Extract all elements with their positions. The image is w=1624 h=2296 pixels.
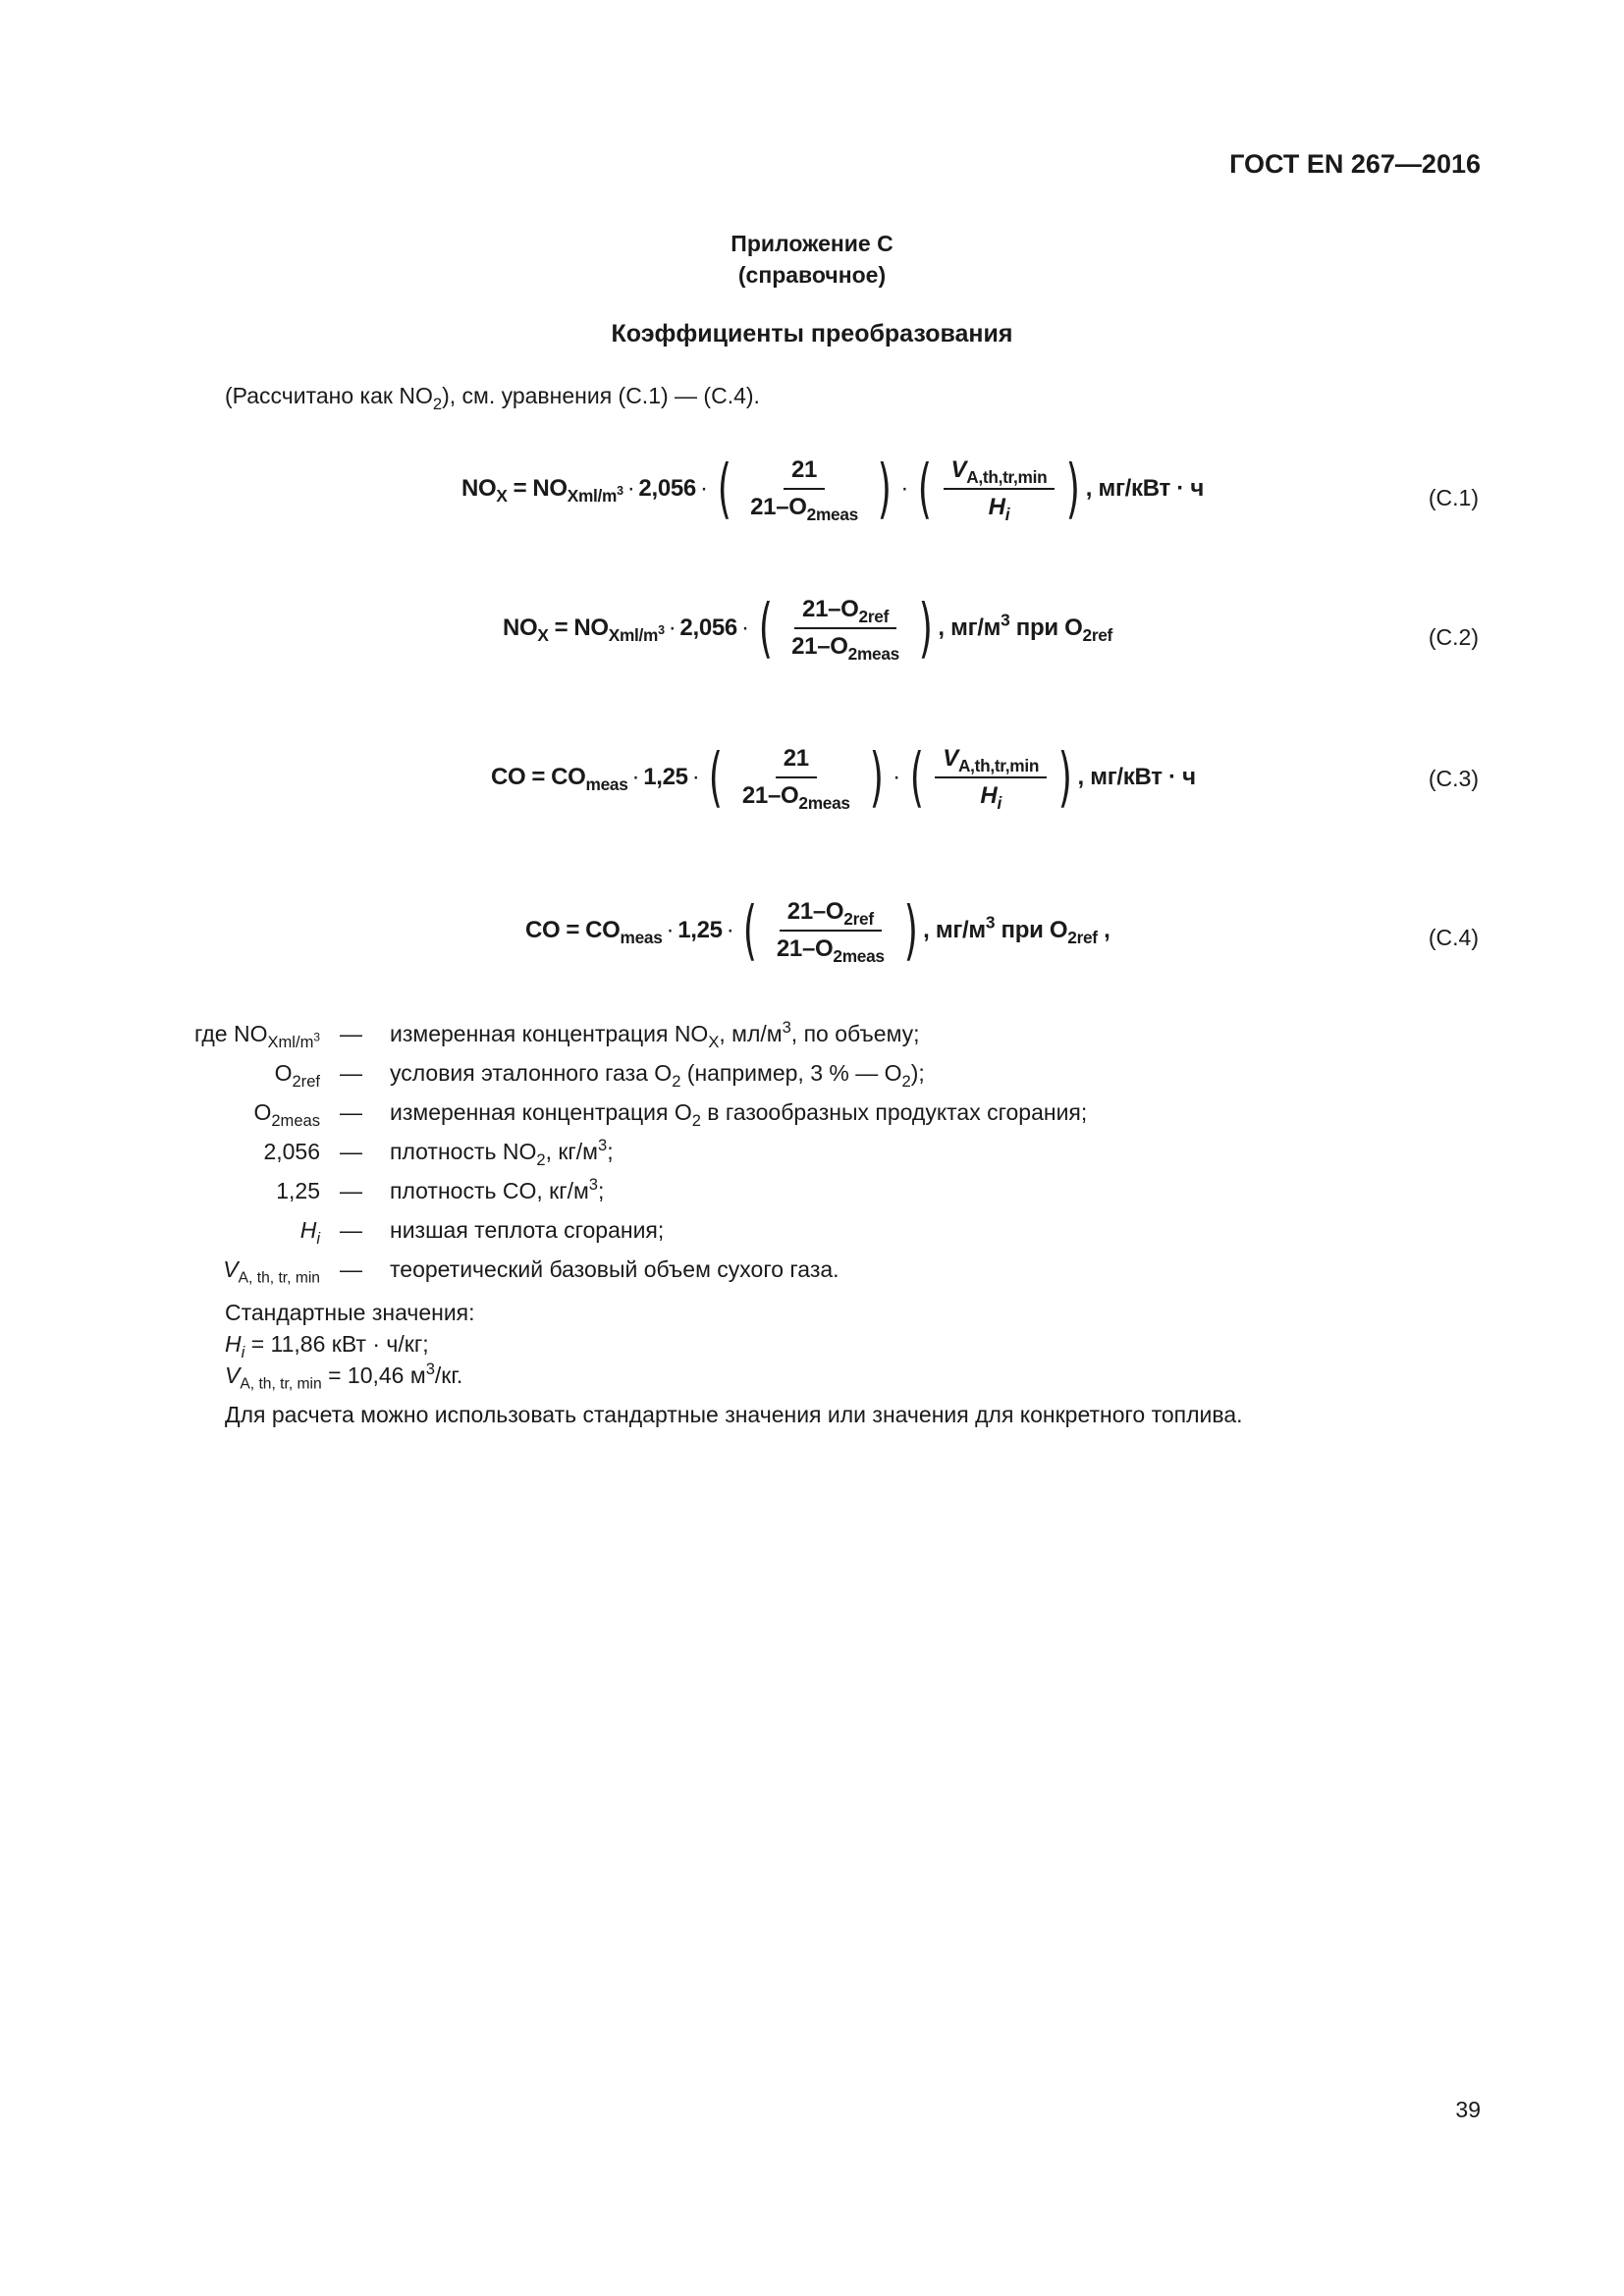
definition-symbol: 2,056: [263, 1139, 320, 1164]
equation-c4: CO = $CO_{meas}$ · 1,25 · ( $\frac{21-O_{2ref}}{21-O_{2meas}}$ ) , $мг/м^3$ при $O_{2ref}$ ,: [525, 892, 1110, 968]
section-title: Коэффициенты преобразования: [611, 320, 1013, 347]
definition-text: измеренная концентрация $O_2$ в газообразных продуктах сгорания;: [390, 1099, 1088, 1130]
definition-text: теоретический базовый объем сухого газа.: [390, 1256, 839, 1282]
standard-values-note: Для расчета можно использовать стандартные значения или значения для конкретного топлива.: [225, 1402, 1243, 1427]
definition-row: где $NO_{Xml/m^3}$ — измеренная концентрация $NO_X$, $мл/м^3$, по объему;: [194, 1017, 920, 1051]
definition-symbol: 1,25: [276, 1178, 320, 1203]
standard-value-h: $H_i = 11,86$ кВт · ч/кг;: [225, 1331, 429, 1362]
standard-values-heading: Стандартные значения:: [225, 1300, 475, 1325]
equation-number-c2: (C.2): [1428, 624, 1479, 650]
equation-c2: $NO_X$ = $NO_{Xml/m^3}$ · 2,056 · ( $\frac{21-O_{2ref}}{21-O_{2meas}}$ ) , $мг/м^3$ при $O_{2ref}$: [503, 590, 1113, 666]
definition-row: $V_{A, th, tr, min}$ — теоретический базовый объем сухого газа.: [223, 1256, 839, 1287]
definition-row: $O_{2meas}$ — измеренная концентрация $O_2$ в газообразных продуктах сгорания;: [253, 1099, 1088, 1130]
document-code: ГОСТ EN 267—2016: [1229, 149, 1481, 179]
definition-text: условия эталонного газа $O_2$ (например, 3 % — $O_2$);: [390, 1060, 925, 1091]
standard-value-v: $V_{A, th, tr, min} = 10,46$ $м^3/кг$.: [225, 1359, 463, 1393]
appendix-heading: [0, 228, 1624, 291]
intro-text: (Рассчитано как $NO_2$), см. уравнения (С.1) — (С.4).: [225, 383, 760, 413]
definition-symbol: $H_i$: [299, 1217, 320, 1248]
definition-text: измеренная концентрация $NO_X$, $мл/м^3$, по объему;: [390, 1017, 920, 1051]
definition-text: плотность CO, $кг/м^3$;: [390, 1174, 605, 1203]
definition-symbol: $V_{A, th, tr, min}$: [223, 1256, 320, 1287]
definition-row: $O_{2ref}$ — условия эталонного газа $O_2$ (например, 3 % — $O_2$);: [274, 1060, 925, 1091]
definition-symbol: $O_{2meas}$: [253, 1099, 320, 1130]
definition-symbol: где $NO_{Xml/m^3}$: [194, 1021, 320, 1051]
equation-number-c1: (C.1): [1428, 485, 1479, 510]
definition-row: $H_i$ — низшая теплота сгорания;: [299, 1217, 665, 1248]
appendix-note: (справочное): [737, 262, 887, 288]
appendix-title: Приложение С: [731, 231, 893, 256]
equation-c1: $NO_X$ = $NO_{Xml/m^3}$ · 2,056 · ( $\frac{21}{21-O_{2meas}}$ ) · ( $\frac{V_{A,th,tr,min}}{H_i}$ ) , мг/кВт · ч: [461, 451, 1204, 526]
page-number: 39: [1455, 2097, 1481, 2122]
definition-text: низшая теплота сгорания;: [390, 1217, 665, 1243]
definition-row: 2,056 — плотность $NO_2$, $кг/м^3$;: [263, 1135, 614, 1169]
definition-symbol: $O_{2ref}$: [274, 1060, 320, 1091]
equation-c3: CO = $CO_{meas}$ · 1,25 · ( $\frac{21}{21-O_{2meas}}$ ) · ( $\frac{V_{A,th,tr,min}}{H_i}$ ) , мг/кВт · ч: [491, 739, 1196, 815]
equation-number-c3: (C.3): [1428, 766, 1479, 791]
definition-text: плотность $NO_2$, $кг/м^3$;: [390, 1135, 614, 1169]
definition-row: 1,25 — плотность CO, $кг/м^3$;: [276, 1174, 605, 1203]
equation-number-c4: (C.4): [1428, 925, 1479, 950]
